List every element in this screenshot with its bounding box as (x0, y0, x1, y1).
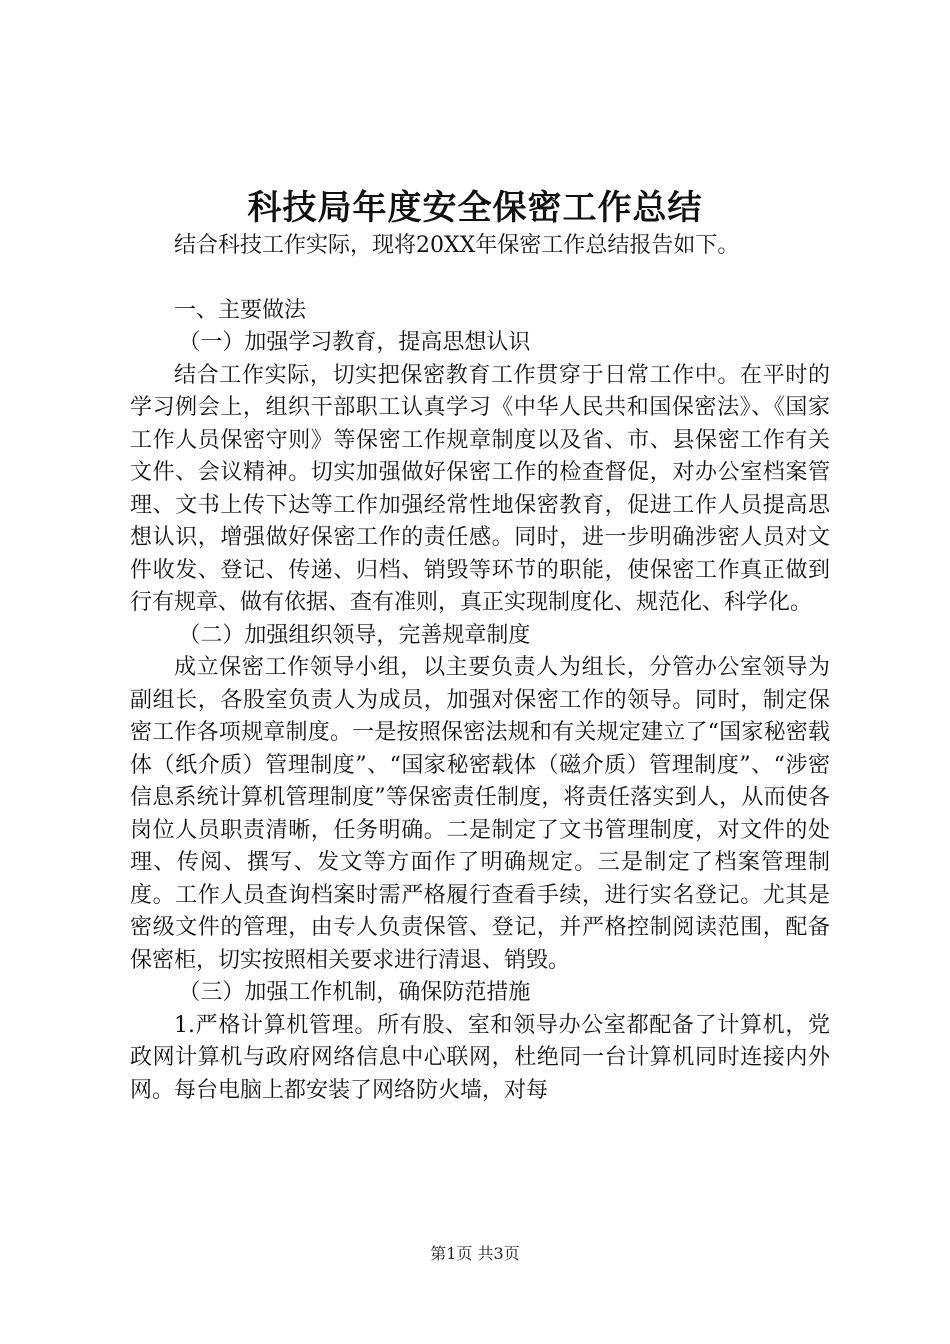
subsection-body-2: 成立保密工作领导小组，以主要负责人为组长，分管办公室领导为副组长，各股室负责人为成员，加强对保密工作的领导。同时，制定保密工作各项规章制度。一是按照保密法规和有关规定建立了“国家秘密载体（纸介质）管理制度”、“国家秘密载体（磁介质）管理制度”、“涉密信息系统计算机管理制度”等保密责任制度，将责任落实到人，从而使各岗位人员职责清晰，任务明确。二是制定了文书管理制度，对文件的处理、传阅、撰写、发文等方面作了明确规定。三是制定了档案管理制度。工作人员查询档案时需严格履行查看手续，进行实名登记。尤其是密级文件的管理，由专人负责保管、登记，并严格控制阅读范围，配备保密柜，切实按照相关要求进行清退、销毁。 (130, 655, 830, 973)
intro-paragraph: 结合科技工作实际，现将20XX年保密工作总结报告如下。 (174, 233, 740, 258)
page-number-footer: 第1页 共3页 (430, 1244, 520, 1263)
subsection-body-1: 结合工作实际，切实把保密教育工作贯穿于日常工作中。在平时的学习例会上，组织干部职工认真学习《中华人民共和国保密法》、《国家工作人员保密守则》等保密工作规章制度以及省、市、县保密工作有关文件、会议精神。切实加强做好保密工作的检查督促，对办公室档案管理、文书上传下达等工作加强经常性地保密教育，促进工作人员提高思想认识，增强做好保密工作的责任感。同时，进一步明确涉密人员对文件收发、登记、传递、归档、销毁等环节的职能，使保密工作真正做到行有规章、做有依据、查有准则，真正实现制度化、规范化、科学化。 (130, 362, 830, 615)
section-heading-main-practices: 一、主要做法 (174, 297, 307, 323)
document-title: 科技局年度安全保密工作总结 (247, 188, 703, 228)
document-body (130, 230, 830, 1107)
subsection-heading-3: （三）加强工作机制，确保防范措施 (178, 980, 531, 1005)
subsection-heading-2: （二）加强组织领导，完善规章制度 (178, 622, 531, 648)
subsection-body-3: 1.严格计算机管理。所有股、室和领导办公室都配备了计算机，党政网计算机与政府网络信息中心联网，杜绝同一台计算机同时连接内外网。每台电脑上都安装了网络防火墙，对每 (130, 1012, 830, 1103)
subsection-heading-1: （一）加强学习教育，提高思想认识 (178, 330, 531, 355)
